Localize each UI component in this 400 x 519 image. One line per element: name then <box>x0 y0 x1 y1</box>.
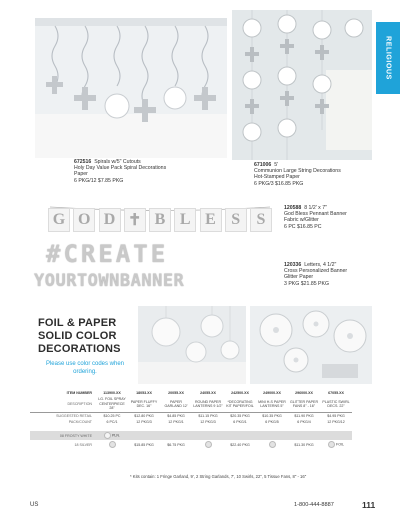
color-row-label: 18 SILVER <box>74 442 92 447</box>
pennant-letter: S <box>250 208 272 232</box>
retail-label: SUGGESTED RETAIL <box>30 412 96 419</box>
color-code-note: Please use color codes when ordering. <box>45 361 125 375</box>
item-number-cell: 242500.XX <box>231 391 249 395</box>
item-number-cell: 18053.XX <box>136 391 152 395</box>
item-number-label: ITEM NUMBER <box>66 391 92 395</box>
footer-region: US <box>30 502 39 508</box>
pennant-letter: S <box>225 208 247 232</box>
product-color-table <box>30 390 352 449</box>
pack-cell: 6 PKG/1 <box>233 420 247 425</box>
item-number-cell: 113900.XX <box>103 391 121 395</box>
item-number-cell: 249000.XX <box>263 391 281 395</box>
retail-cell: $4.95 PKG <box>320 412 352 419</box>
item-number-cell: 20055.XX <box>168 391 184 395</box>
color-row-silver: 18 SILVER $15.85 PKG $6.75 PKG $22.40 PKG $11.30 PKG FOIL <box>30 440 352 449</box>
paper-decorations-photo <box>138 306 246 384</box>
pack-cell: 12 PKG/3 <box>200 420 216 425</box>
silver-swatch-icon <box>109 441 116 448</box>
page-number: 111 <box>362 500 376 510</box>
description-cell: PAPER GARLAND 12' <box>164 399 188 409</box>
swatch-cell: PLN. <box>96 431 128 440</box>
pennant-letter: B <box>149 208 171 232</box>
description-cell: LG. FOIL SPRAY CENTERPIECE 28" <box>98 397 126 411</box>
item-number-cell: 67055.XX <box>328 391 344 395</box>
pennant-letter: L <box>174 208 196 232</box>
pack-cell: 12 PKG/1 <box>168 420 184 425</box>
retail-cell: $4.85 PKG <box>160 412 192 419</box>
retail-cell: $10.25 PC <box>96 412 128 419</box>
banner-line-1: #CREATE <box>46 240 169 268</box>
section-tab-label: RELIGIOUS <box>384 36 392 80</box>
silver-swatch-icon <box>205 441 212 448</box>
god-bless-banner <box>48 204 272 234</box>
price-cell: $6.75 PKG <box>167 442 185 447</box>
description-cell: PAPER FLUFFY DEC. 16" <box>130 399 158 409</box>
frosty-white-swatch-icon <box>104 432 111 439</box>
pack-cell: 6 PKG/4 <box>297 420 311 425</box>
description-cell: *DECORATING KIT PAPER/FOIL <box>226 399 254 409</box>
description-cell: MINI H-S PAPER LANTERNS 5" <box>258 399 286 409</box>
retail-cell: $20.35 PKG <box>224 412 256 419</box>
string-decorations-photo <box>232 10 372 160</box>
product-caption-letter-banner: 120336 Letters, 4 1/2" Cross Personalized Banner Glitter Paper 3 PKG $21.85 PKG <box>284 262 348 287</box>
color-row-label: 08 FROSTY WHITE <box>30 431 96 440</box>
pennant-letter: E <box>200 208 222 232</box>
description-cell: ROUND PAPER LANTERNS 9 1/2" <box>193 399 223 409</box>
description-cell: GLITTER PAPER FANS 8" - 16" <box>289 399 319 409</box>
product-caption-spirals: 672516 Spirals w/5" Cutouts Holy Day Value Pack Spiral Decorations Paper 6 PKG/12 $7.85 PKG <box>74 159 167 184</box>
price-cell: $22.40 PKG <box>230 442 250 447</box>
pack-label: PACK/COUNT <box>68 420 92 425</box>
product-caption-pennant-banner: 120588 8 1/2' x 7" God Bless Pennant Banner Fabric w/Glitter 6 PC $16.85 PC <box>284 205 347 230</box>
pennant-letter: G <box>48 208 70 232</box>
pack-cell: 6 PC/1 <box>106 420 118 425</box>
footer-phone: 1-800-444-8887 <box>294 502 334 508</box>
pack-cell: 6 PKG/5 <box>265 420 279 425</box>
silver-swatch-icon <box>328 441 335 448</box>
solid-decorations-heading: FOIL & PAPER SOLID COLOR DECORATIONS <box>38 317 121 355</box>
item-number-cell: 24055.XX <box>200 391 216 395</box>
fan-decorations-photo <box>250 306 372 384</box>
product-caption-string-decorations: 671006 5' Communion Large String Decorations Hot-Stamped Paper 6 PKG/3 $16.85 PKG <box>254 162 341 187</box>
spiral-decorations-photo <box>35 18 227 158</box>
glitter-letter-banner <box>34 238 282 302</box>
retail-cell: $11.15 PKG <box>192 412 224 419</box>
pack-cell: 12 PKG/3 <box>136 420 152 425</box>
item-number-cell: 296000.XX <box>295 391 313 395</box>
price-cell: $15.85 PKG <box>134 442 154 447</box>
banner-line-2: YOURTOWNBANNER <box>34 271 185 291</box>
price-cell: $11.30 PKG <box>294 442 314 447</box>
pack-cell: 12 PKG/12 <box>327 420 345 425</box>
pennant-letter: ✝ <box>124 208 146 232</box>
pennant-letter: D <box>99 208 121 232</box>
color-row-frosty-white <box>30 431 352 440</box>
retail-cell: $11.90 PKG <box>288 412 320 419</box>
pennant-letter: O <box>73 208 95 232</box>
retail-cell: $10.35 PKG <box>256 412 288 419</box>
silver-swatch-icon <box>269 441 276 448</box>
description-label: DESCRIPTION <box>67 401 92 406</box>
retail-cell: $12.80 PKG <box>128 412 160 419</box>
section-tab-religious[interactable] <box>376 22 400 94</box>
description-cell: PLASTIC SWIRL DECS. 22" <box>322 399 350 409</box>
kit-footnote: * Kits contain: 1 Fringe Garland, 9', 2 String Garlands, 7', 10 Swirls, 22", 5 Tissue Fans, 8" - 16" <box>130 474 307 479</box>
